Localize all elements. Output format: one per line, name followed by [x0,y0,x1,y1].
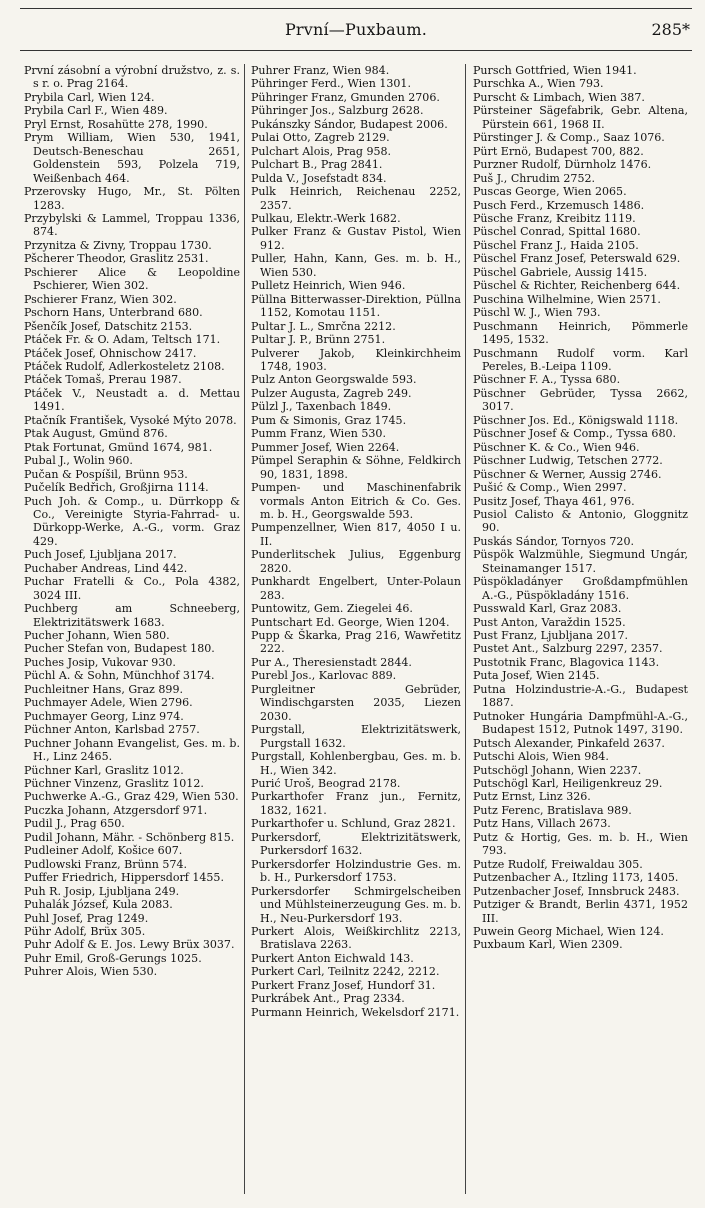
directory-entry: Puhalák József, Kula 2083. [24,898,173,912]
directory-entry: Puchar Fratelli & Co., Pola 4382, 3024 III. [24,575,240,602]
directory-entry: Prym William, Wien 530, 1941, Deutsch-Beneschau 2651, Goldenstein 593, Polzela 719, Weißenbach 464. [24,131,240,185]
directory-entry: Puš J., Chrudim 2752. [473,171,596,185]
directory-entry: Puczka Johann, Atzgersdorf 971. [24,803,208,817]
directory-entry: Puschina Wilhelmine, Wien 2571. [473,292,661,306]
directory-entry: Pusswald Karl, Graz 2083. [473,602,622,616]
directory-entry: Püschner Ludwig, Tetschen 2772. [473,454,663,468]
directory-entry: Puches Josip, Vukovar 930. [24,655,176,669]
directory-entry: Pulda V., Josefstadt 834. [251,171,387,185]
directory-entry: Puch Josef, Ljubljana 2017. [24,548,177,562]
directory-entry: Puscas George, Wien 2065. [473,185,627,199]
directory-entry: Ptak August, Gmünd 876. [24,427,168,441]
directory-entry: Purgstall, Kohlenbergbau, Ges. m. b. H., Wien 342. [251,750,461,777]
directory-entry: Püchl A. & Sohn, Münchhof 3174. [24,669,215,683]
directory-entry: Püschel & Richter, Reichenberg 644. [473,279,681,293]
directory-entry: Pumm Franz, Wien 530. [251,427,386,441]
directory-entry: Purkert Franz Josef, Hundorf 31. [251,978,436,992]
directory-entry: Pust Franz, Ljubljana 2017. [473,629,628,643]
directory-entry: Pühringer Ferd., Wien 1301. [251,77,411,91]
directory-entry: Püsche Franz, Kreibitz 1119. [473,211,636,225]
directory-entry: Ptáček V., Neustadt a. d. Mettau 1491. [24,386,240,414]
directory-entry: Pudil Johann, Mähr. - Schönberg 815. [24,830,235,844]
column-2 [244,64,466,1194]
directory-entry: Pupp & Škarka, Prag 216, Wawřetitz 222. [251,629,461,656]
directory-entry: Püschner F. A., Tyssa 680. [473,373,621,387]
directory-entry: Pultar J. L., Smrčna 2212. [251,319,396,333]
directory-entry: Puller, Hahn, Kann, Ges. m. b. H., Wien 530. [251,252,461,279]
directory-entry: Puffer Friedrich, Hippersdorf 1455. [24,871,224,885]
directory-entry: Puntschart Ed. George, Wien 1204. [251,615,450,629]
directory-entry: Pudleiner Adolf, Košice 607. [24,844,183,858]
directory-entry: Purgstall, Elektrizitätswerk, Purgstall 1632. [251,723,461,750]
directory-entry: Püchner Anton, Karlsbad 2757. [24,723,200,737]
directory-entry: Purkert Carl, Teilnitz 2242, 2212. [251,965,440,979]
directory-entry: Pulletz Heinrich, Wien 946. [251,279,406,293]
directory-entry: Puh R. Josip, Ljubljana 249. [24,884,180,898]
directory-entry: Pudil J., Prag 650. [24,817,125,831]
directory-entry: Pudlowski Franz, Brünn 574. [24,857,188,871]
directory-entry: Pühringer Franz, Gmunden 2706. [251,90,440,104]
running-title: První—Puxbaum. [284,20,428,39]
directory-entry: Purkersdorfer Schmirgelscheiben und Mühlsteinerzeugung Ges. m. b. H., Neu-Purkersdorf 193. [251,884,461,925]
running-head [20,20,692,42]
directory-entry: Pursch Gottfried, Wien 1941. [473,64,637,77]
directory-entry: Pustotnik Franc, Blagovica 1143. [473,655,660,669]
directory-entry: Puhrer Franz, Wien 984. [251,64,390,77]
directory-entry: Püspökladányer Großdampfmühlen A.-G., Püspökladány 1516. [473,575,688,602]
directory-entry: Pulker Franz & Gustav Pistol, Wien 912. [251,225,461,252]
directory-entry: Pulchart Alois, Prag 958. [251,144,392,158]
directory-entry: Puchaber Andreas, Lind 442. [24,561,188,575]
page-number: 285* [651,20,690,39]
directory-entry: Ptáček Fr. & O. Adam, Teltsch 171. [24,333,221,347]
directory-entry: Püschl W. J., Wien 793. [473,306,601,320]
directory-entry: Purschka A., Wien 793. [473,77,604,91]
directory-entry: Pühr Adolf, Brüx 305. [24,925,146,938]
directory-entry: Pustet Ant., Salzburg 2297, 2357. [473,642,663,656]
directory-entry: Pschierer Franz, Wien 302. [24,292,177,306]
directory-entry: Püchner Vinzenz, Graslitz 1012. [24,777,204,791]
directory-entry: Purkarthofer Franz jun., Fernitz, 1832, 1621. [251,790,461,817]
directory-entry: Pürsteiner Sägefabrik, Gebr. Altena, Pürstein 661, 1968 II. [473,104,688,131]
directory-entry: Puschmann Heinrich, Pömmerle 1495, 1532. [473,319,688,347]
directory-entry: Pučelík Bedřich, Großjirna 1114. [24,481,209,495]
directory-entry: Przynitza & Zivny, Troppau 1730. [24,238,212,252]
directory-entry: Pušić & Comp., Wien 2997. [473,481,627,495]
column-3 [466,64,692,1194]
directory-entry: Pumpenzellner, Wien 817, 4050 I u. II. [251,521,461,548]
directory-entry: Pschierer Alice & Leopoldine Pschierer, Wien 302. [24,265,240,293]
directory-entry: Puhr Emil, Groß-Gerungs 1025. [24,951,202,965]
directory-entry: Pultar J. P., Brünn 2751. [251,333,386,347]
directory-entry: Putz Ernst, Linz 326. [473,790,591,804]
directory-entry: Putzenbacher Josef, Innsbruck 2483. [473,884,680,898]
directory-entry: Püschner & Werner, Aussig 2746. [473,467,662,481]
directory-entry: Prybila Carl F., Wien 489. [24,104,168,118]
directory-entry: Pšcherer Theodor, Graslitz 2531. [24,252,209,266]
directory-entry: Putschi Alois, Wien 984. [473,750,609,764]
directory-entry: Putziger & Brandt, Berlin 4371, 1952 III. [473,898,688,925]
directory-entry: Püschel Franz Josef, Peterswald 629. [473,252,681,266]
directory-entry: Putz Hans, Villach 2673. [473,817,611,831]
directory-entry: Puhr Adolf & E. Jos. Lewy Brüx 3037. [24,938,235,952]
header-rule [20,50,692,51]
directory-entry: Puschmann Rudolf vorm. Karl Pereles, B.-Leipa 1109. [473,346,688,373]
directory-entry: Purkert Alois, Weißkirchlitz 2213, Bratislava 2263. [251,925,461,952]
directory-entry: Pühringer Jos., Salzburg 2628. [251,104,424,118]
directory-entry: Püschel Franz J., Haida 2105. [473,238,639,252]
directory-entry: Püschner Gebrüder, Tyssa 2662, 3017. [473,386,688,414]
directory-entry: Pusch Ferd., Krzemusch 1486. [473,198,645,212]
directory-entry: Pürt Ernö, Budapest 700, 882. [473,144,644,158]
directory-entry: Puchner Johann Evangelist, Ges. m. b. H., Linz 2465. [24,736,240,764]
directory-entry: Purgleitner Gebrüder, Windischgarsten 2035, Liezen 2030. [251,682,461,723]
directory-entry: Purkarthofer u. Schlund, Graz 2821. [251,817,456,831]
directory-entry: Pulverer Jakob, Kleinkirchheim 1748, 1903. [251,346,461,373]
directory-entry: Ptak Fortunat, Gmünd 1674, 981. [24,440,213,454]
directory-entry: Pusitz Josef, Thaya 461, 976. [473,494,635,508]
top-rule [20,8,692,9]
directory-entry: Püspök Walzmühle, Siegmund Ungár, Steinamanger 1517. [473,548,688,575]
directory-entry: Püllna Bitterwasser-Direktion, Püllna 1152, Komotau 1151. [251,292,461,320]
directory-entry: Pümpel Seraphin & Söhne, Feldkirch 90, 1831, 1898. [251,454,461,481]
directory-entry: Ptáček Josef, Ohnischow 2417. [24,346,197,360]
directory-entry: Prybila Carl, Wien 124. [24,90,155,104]
directory-entry: Pšenčík Josef, Datschitz 2153. [24,319,193,333]
directory-entry: Puta Josef, Wien 2145. [473,669,600,683]
directory-entry: Purkrábek Ant., Prag 2334. [251,992,405,1006]
directory-entry: Putze Rudolf, Freiwaldau 305. [473,857,643,871]
directory-entry: Putschögl Johann, Wien 2237. [473,763,642,777]
directory-entry: Pust Anton, Varaždin 1525. [473,615,626,629]
directory-entry: Pulai Otto, Zagreb 2129. [251,131,390,145]
directory-entry: Pucher Stefan von, Budapest 180. [24,642,215,656]
directory-entry: Pummer Josef, Wien 2264. [251,440,400,454]
directory-entry: Putsch Alexander, Pinkafeld 2637. [473,736,665,750]
directory-entry: Pukánszky Sándor, Budapest 2006. [251,117,448,131]
directory-entry: Puch Joh. & Comp., u. Dürrkopp & Co., Vereinigte Styria-Fahrrad- u. Dürkopp-Werke, A.-G., vorm. Graz 429. [24,494,240,548]
directory-entry: Pürstinger J. & Comp., Saaz 1076. [473,131,665,145]
directory-entry: Purmann Heinrich, Wekelsdorf 2171. [251,1005,460,1019]
directory-entry: Puchleitner Hans, Graz 899. [24,682,183,696]
directory-entry: Putschögl Karl, Heiligenkreuz 29. [473,777,663,791]
directory-entry: Putzenbacher A., Itzling 1173, 1405. [473,871,679,885]
directory-entry: Puchmayer Adele, Wien 2796. [24,696,193,710]
directory-entry: Püschner K. & Co., Wien 946. [473,440,640,454]
directory-entry: Putnoker Hungária Dampfmühl-A.-G., Budapest 1512, Putnok 1497, 3190. [473,709,688,737]
directory-entry: Puxbaum Karl, Wien 2309. [473,938,623,952]
directory-entry: Pučan & Pospíšil, Brünn 953. [24,467,188,481]
directory-entry: Przybylski & Lammel, Troppau 1336, 874. [24,211,240,239]
directory-entry: Puhrer Alois, Wien 530. [24,965,158,979]
directory-columns [20,64,692,1194]
directory-entry: Pryl Ernst, Rosahütte 278, 1990. [24,117,208,131]
directory-entry: Püchner Karl, Graslitz 1012. [24,763,184,777]
directory-entry: Pulz Anton Georgswalde 593. [251,373,417,387]
directory-entry: Püschner Josef & Comp., Tyssa 680. [473,427,677,441]
column-1 [20,64,244,1194]
directory-entry: Pulk Heinrich, Reichenau 2252, 2357. [251,185,461,212]
directory-entry: Püschel Conrad, Spittal 1680. [473,225,641,239]
directory-entry: Pulkau, Elektr.-Werk 1682. [251,211,401,225]
directory-entry: Pucher Johann, Wien 580. [24,629,170,643]
directory-entry: Puwein Georg Michael, Wien 124. [473,925,664,938]
directory-entry: Purzner Rudolf, Dürnholz 1476. [473,158,652,172]
directory-entry: Punkhardt Engelbert, Unter-Polaun 283. [251,575,461,602]
directory-entry: Püschel Gabriele, Aussig 1415. [473,265,648,279]
directory-entry: Putz & Hortig, Ges. m. b. H., Wien 793. [473,830,688,858]
directory-entry: Pur A., Theresienstadt 2844. [251,655,412,669]
directory-entry: Ptáček Tomaš, Prerau 1987. [24,373,182,387]
directory-entry: Püschner Jos. Ed., Königswald 1118. [473,413,679,427]
directory-entry: Pusiol Calisto & Antonio, Gloggnitz 90. [473,507,688,535]
directory-entry: Puntowitz, Gem. Ziegelei 46. [251,602,413,616]
directory-entry: Pubal J., Wolin 960. [24,454,133,468]
directory-entry: Pschorn Hans, Unterbrand 680. [24,306,203,320]
directory-entry: Pulzer Augusta, Zagreb 249. [251,386,412,400]
directory-entry: Purić Uroš, Beograd 2178. [251,777,401,791]
directory-entry: Przerovsky Hugo, Mr., St. Pölten 1283. [24,185,240,212]
directory-entry: Puchmayer Georg, Linz 974. [24,709,184,723]
directory-entry: Ptáček Rudolf, Adlerkosteletz 2108. [24,359,225,373]
directory-entry: Puskás Sándor, Tornyos 720. [473,534,634,548]
directory-entry: Purkert Anton Eichwald 143. [251,951,414,965]
directory-entry: Punderlitschek Julius, Eggenburg 2820. [251,548,461,575]
directory-entry: Purscht & Limbach, Wien 387. [473,90,645,104]
page [20,6,692,1202]
directory-entry: Pumpen- und Maschinenfabrik vormals Anton Eitrich & Co. Ges. m. b. H., Georgswalde 593. [251,481,461,521]
directory-entry: Purkersdorfer Holzindustrie Ges. m. b. H., Purkersdorf 1753. [251,857,461,885]
directory-entry: Purebl Jos., Karlovac 889. [251,669,397,683]
directory-entry: Puchberg am Schneeberg, Elektrizitätswerk 1683. [24,602,240,629]
directory-entry: Pulchart B., Prag 2841. [251,158,383,172]
directory-entry: Pülzl J., Taxenbach 1849. [251,400,392,414]
directory-entry: Putz Ferenc, Bratislava 989. [473,803,632,817]
directory-entry: Ptačník František, Vysoké Mýto 2078. [24,413,237,427]
directory-entry: Puchwerke A.-G., Graz 429, Wien 530. [24,790,239,804]
directory-entry: Pum & Simonis, Graz 1745. [251,413,407,427]
directory-entry: Putna Holzindustrie-A.-G., Budapest 1887. [473,682,688,710]
directory-entry: Purkersdorf, Elektrizitätswerk, Purkersdorf 1632. [251,830,461,858]
directory-entry: První zásobní a výrobní družstvo, z. s. s r. o. Prag 2164. [24,64,240,91]
directory-entry: Puhl Josef, Prag 1249. [24,911,149,925]
